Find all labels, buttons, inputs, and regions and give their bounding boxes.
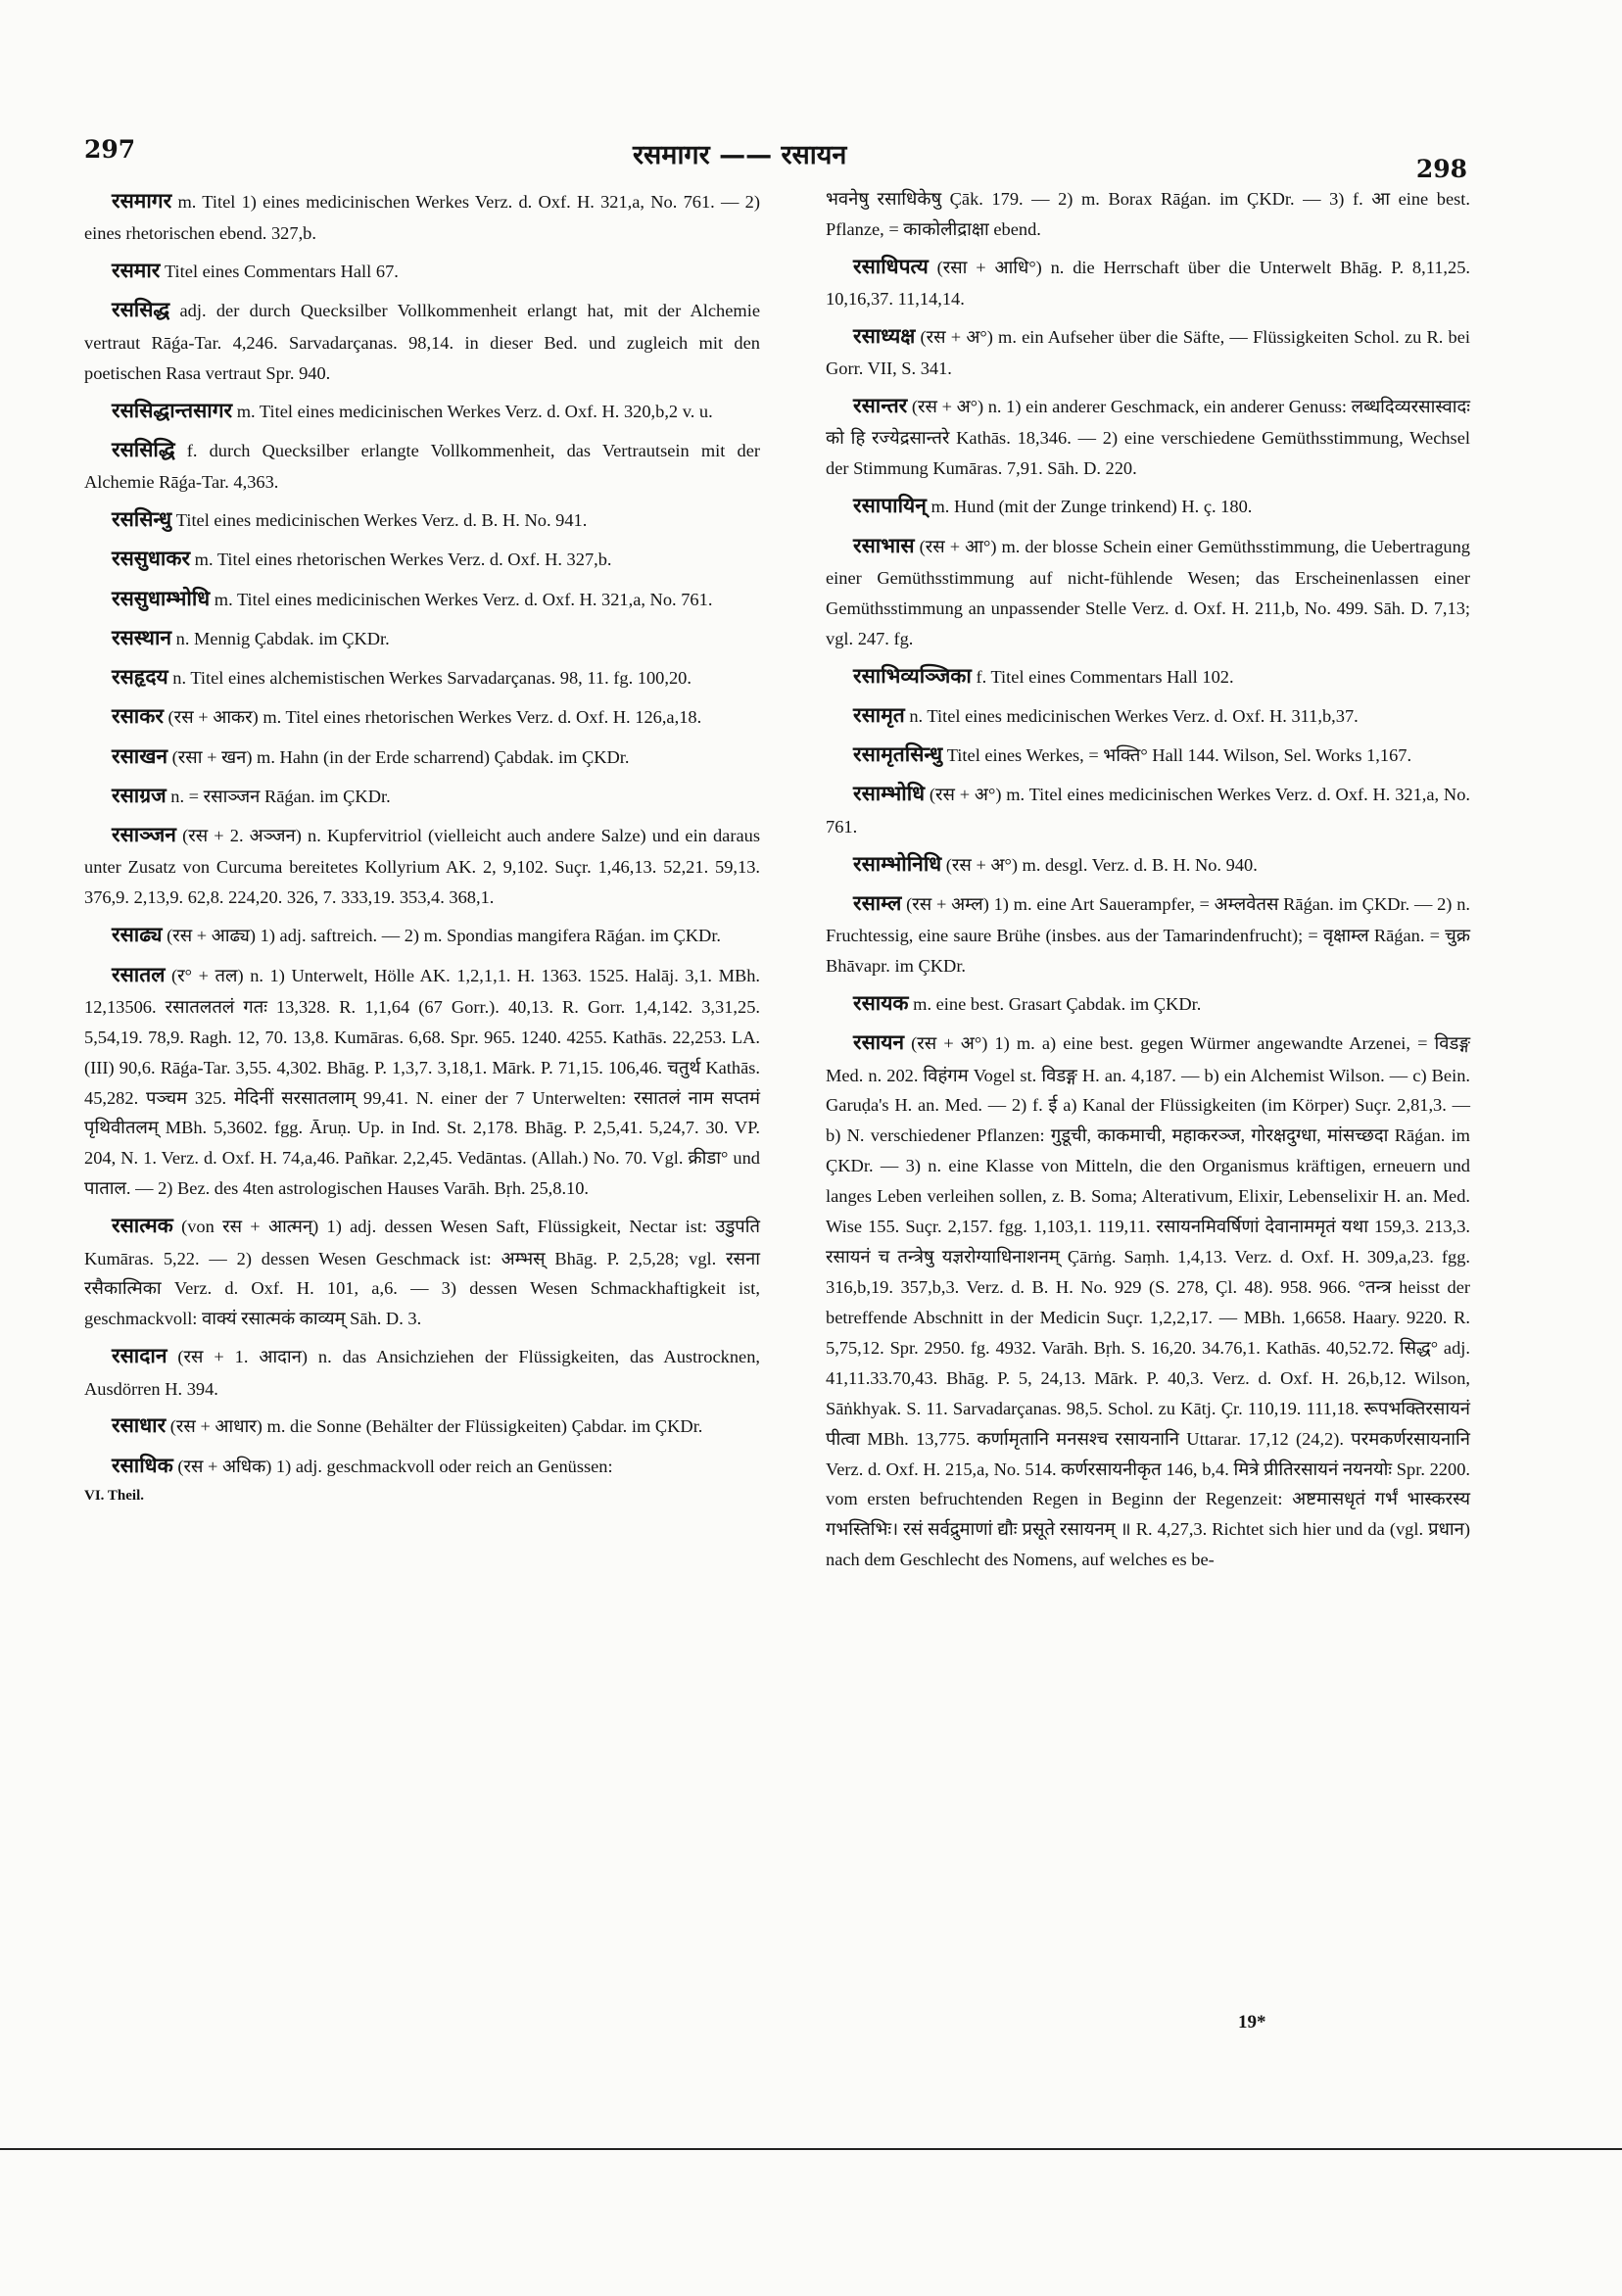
dictionary-entry (84, 1339, 760, 1404)
dictionary-entry (826, 489, 1470, 523)
entry-headword: रसाग्रज (112, 783, 167, 807)
dictionary-entry (826, 319, 1470, 384)
entry-headword: रससिद्धान्तसागर (112, 398, 233, 422)
dictionary-entry (84, 958, 760, 1205)
left-column (84, 184, 760, 1505)
entry-headword: रसमार (112, 259, 161, 283)
dictionary-entry (84, 621, 760, 655)
entry-headword: रसाखन (112, 743, 168, 768)
entry-text: n. Titel eines medicinischen Werkes Verz. d. Oxf. H. 311,b,37. (904, 705, 1359, 726)
dictionary-entry (84, 779, 760, 813)
entry-headword: रसापायिन् (853, 494, 927, 518)
entry-headword: रसहृदय (112, 665, 168, 690)
entry-headword: रसायन (853, 1030, 905, 1055)
dictionary-entry (826, 529, 1470, 654)
dictionary-entry (826, 738, 1470, 772)
entry-headword: रसाढ्य (112, 923, 163, 947)
entry-text: m. Hund (mit der Zunge trinkend) H. ç. 180. (926, 497, 1253, 517)
dictionary-entry (826, 1026, 1470, 1575)
entry-headword: रसाम्भोनिधि (853, 851, 942, 876)
dictionary-entry (84, 184, 760, 249)
dictionary-entry (84, 660, 760, 694)
dictionary-entry (84, 502, 760, 537)
dictionary-entry (84, 918, 760, 952)
dictionary-entry (84, 433, 760, 498)
bottom-rule (0, 2148, 1622, 2150)
signature-mark: 19* (1238, 2012, 1266, 2033)
dictionary-entry (826, 698, 1470, 733)
entry-headword: रसात्मक (112, 1214, 173, 1238)
entry-text: f. Titel eines Commentars Hall 102. (971, 666, 1234, 687)
entry-text: (रस + आढ्य) 1) adj. saftreich. — 2) m. Spondias mangifera Rāǵan. im ÇKDr. (162, 926, 722, 946)
entry-headword: रसाम्ल (853, 890, 902, 915)
entry-headword: रसादान (112, 1344, 167, 1368)
entry-text: (रस + अम्ल) 1) m. eine Art Sauerampfer, = अम्लवेतस Rāǵan. im ÇKDr. — 2) n. Fruchtessig, eine saure Brühe (insbes. aus der Tamarindenfrucht); = वृक्षाम्ल Rāǵan. = चुक्र Bhāvapr. im ÇKDr. (826, 893, 1470, 977)
entry-headword: रससिन्धु (112, 507, 172, 532)
entry-text: (रस + 2. अञ्जन) n. Kupfervitriol (vielleicht auch andere Salze) und ein daraus unter Zusatz von Curcuma bereitetes Kollyrium AK. 2, 9,102. Suçr. 1,46,13. 52,21. 59,13. 376,9. 2,13,9. 62,8. 224,20. 326, 7. 333,19. 353,4. 368,1. (84, 826, 760, 908)
entry-text: m. Titel eines medicinischen Werkes Verz. d. Oxf. H. 320,b,2 v. u. (232, 401, 713, 421)
dictionary-entry (84, 254, 760, 288)
page-number-right: 298 (1415, 155, 1467, 183)
entry-text: n. Titel eines alchemistischen Werkes Sarvadarçanas. 98, 11. fg. 100,20. (167, 668, 692, 689)
entry-headword: रसाधार (112, 1413, 167, 1438)
entry-text: Titel eines medicinischen Werkes Verz. d. B. H. No. 941. (171, 510, 588, 531)
entry-headword: रसामृतसिन्धु (853, 742, 943, 767)
entry-headword: रसाकर (112, 704, 164, 729)
dictionary-entry (84, 1409, 760, 1443)
page-number-left: 297 (84, 135, 136, 164)
entry-text: (रस + अ°) m. Titel eines medicinischen Werkes Verz. d. Oxf. H. 321,a, No. 761. (826, 785, 1470, 837)
entry-headword: रसामृत (853, 702, 905, 727)
dictionary-entry (826, 986, 1470, 1021)
entry-headword: रसाभिव्यञ्जिका (853, 663, 972, 688)
entry-text: m. eine best. Grasart Çabdak. im ÇKDr. (908, 993, 1202, 1014)
entry-text: (रस + अ°) n. 1) ein anderer Geschmack, ein anderer Genuss: लब्धदिव्यरसास्वादः को हि रज्येद्रसान्तरे Kathās. 18,346. — 2) eine verschiedene Gemüthsstimmung, Wechsel der Stimmung Kumāras. 7,91. Sāh. D. 220. (826, 397, 1470, 479)
dictionary-entry (826, 659, 1470, 694)
entry-text: Titel eines Werkes, = भक्ति° Hall 144. Wilson, Sel. Works 1,167. (942, 745, 1412, 766)
entry-headword: रसायक (853, 990, 909, 1015)
entry-text: (रस + आधार) m. die Sonne (Behälter der Flüssigkeiten) Çabdar. im ÇKDr. (166, 1416, 703, 1437)
entry-text: (रसा + आधि°) n. die Herrschaft über die Unterwelt Bhāg. P. 8,11,25. 10,16,37. 11,14,14. (826, 257, 1470, 310)
dictionary-entry (826, 389, 1470, 484)
dictionary-entry (84, 1209, 760, 1334)
entry-headword: रसाध्यक्ष (853, 324, 916, 349)
entry-text: adj. der durch Quecksilber Vollkommenheit erlangt hat, mit der Alchemie vertraut Rāǵa-Tar. 4,246. Sarvadarçanas. 98,14. in dieser Bed. und zugleich mit den poetischen Rasa vertraut Spr. 940. (84, 301, 760, 383)
entry-headword: रसान्तर (853, 394, 908, 418)
entry-headword: रसाञ्जन (112, 823, 176, 847)
entry-text: (von रस + आत्मन्) 1) adj. dessen Wesen Saft, Flüssigkeit, Nectar ist: उडुपति Kumāras. 5,22. — 2) dessen Wesen Geschmack ist: अम्भस् Bhāg. P. 2,5,28; vgl. रसना रसैकात्मिका Verz. d. Oxf. H. 101, a,6. — 3) dessen Wesen Schmackhaftigkeit ist, geschmackvoll: वाक्यं रसात्मकं काव्यम् Sāh. D. 3. (84, 1217, 760, 1329)
entry-headword: रससुधाकर (112, 547, 191, 571)
entry-text: (रस + अ°) m. ein Aufseher über die Säfte, — Flüssigkeiten Schol. zu R. bei Gorr. VII, S. 341. (826, 327, 1470, 379)
entry-headword: रससिद्ध (112, 298, 170, 322)
entry-headword: रसातल (112, 962, 166, 986)
right-column (826, 184, 1470, 1580)
entry-text: n. = रसाञ्जन Rāǵan. im ÇKDr. (166, 786, 391, 806)
entry-text: Titel eines Commentars Hall 67. (160, 262, 399, 282)
entry-text: (र° + तल) n. 1) Unterwelt, Hölle AK. 1,2,1,1. H. 1363. 1525. Halāj. 3,1. MBh. 12,13506. रसातलतलं गतः 13,328. R. 1,1,64 (67 Gorr.). 40,13. R. Gorr. 1,4,142. 3,31,25. 5,54,19. 78,9. Ragh. 12, 70. 13,8. Kumāras. 6,68. Spr. 965. 1240. 4255. Kathās. 22,253. LA. (III) 90,6. Rāǵa-Tar. 3,55. 4,302. Bhāg. P. 1,3,7. 3,18,1. Mārk. P. 71,15. 106,46. चतुर्थ Kathās. 45,282. पञ्चम 325. मेदिनीं सरसातलाम् 99,41. N. einer der 7 Unterwelten: रसातलं नाम सप्तमं पृथिवीतलम् MBh. 5,3602. fgg. Āruṇ. Up. in Ind. St. 2,178. Bhāg. P. 2,5,41. 5,24,7. 30. VP. 204, N. 1. Verz. d. Oxf. H. 74,a,46. Pañkar. 2,2,45. Vedāntas. (Allah.) No. 70. Vgl. क्रीडा° und पाताल. — 2) Bez. des 4ten astrologischen Hauses Varāh. Bṛh. 25,8.10. (84, 965, 760, 1199)
entry-headword: रसस्थान (112, 625, 172, 649)
entry-headword: रसाम्भोधि (853, 782, 926, 806)
running-title: रसमागर —— रसायन (633, 140, 847, 170)
entry-text: n. Mennig Çabdak. im ÇKDr. (171, 628, 390, 648)
entry-text: m. Titel eines rhetorischen Werkes Verz. d. Oxf. H. 327,b. (190, 550, 612, 570)
dictionary-entry (84, 582, 760, 616)
entry-headword: रससिद्धि (112, 437, 175, 461)
dictionary-entry (84, 818, 760, 913)
dictionary-entry (826, 847, 1470, 882)
entry-text: f. durch Quecksilber erlangte Vollkommenheit, das Vertrautsein mit der Alchemie Rāǵa-Tar. 4,363. (84, 440, 760, 493)
entry-text: (रस + अधिक) 1) adj. geschmackvoll oder reich an Genüssen: (172, 1456, 613, 1476)
entry-headword: रसाभास (853, 533, 915, 557)
volume-label: VI. Theil. (84, 1487, 144, 1504)
dictionary-entry (826, 250, 1470, 314)
entry-text: m. Titel eines medicinischen Werkes Verz. d. Oxf. H. 321,a, No. 761. (210, 589, 713, 609)
entry-text: भवनेषु रसाधिकेषु Çāk. 179. — 2) m. Borax Rāǵan. im ÇKDr. — 3) f. आ eine best. Pflanze, = काकोलीद्राक्षा ebend. (826, 189, 1470, 239)
entry-headword: रसाधिपत्य (853, 254, 929, 278)
entry-text: m. Titel 1) eines medicinischen Werkes Verz. d. Oxf. H. 321,a, No. 761. — 2) eines rhetorischen ebend. 327,b. (84, 192, 760, 244)
dictionary-entry (84, 542, 760, 576)
dictionary-entry (826, 886, 1470, 981)
dictionary-entry (84, 699, 760, 734)
dictionary-entry (84, 394, 760, 428)
entry-headword: रससुधाम्भोधि (112, 586, 211, 610)
entry-text: (रस + आ°) m. der blosse Schein einer Gemüthsstimmung, die Uebertragung einer Gemüthsstimmung auf nicht-fühlende Wesen; das Erscheinenlassen einer Gemüthsstimmung an unpassender Stelle Verz. d. Oxf. H. 211,b, No. 499. Sāh. D. 7,13; vgl. 247. fg. (826, 536, 1470, 648)
page-header (84, 135, 1467, 182)
dictionary-entry (826, 777, 1470, 841)
entry-text: (रस + आकर) m. Titel eines rhetorischen Werkes Verz. d. Oxf. H. 126,a,18. (163, 707, 702, 728)
dictionary-entry (826, 184, 1470, 245)
entry-text: (रस + अ°) 1) m. a) eine best. gegen Würmer angewandte Arzenei, = विडङ्ग Med. n. 202. विहंगम Vogel st. विडङ्ग H. an. 4,187. — b) ein Alchemist Wilson. — c) Bein. Garuḍa's H. an. Med. — 2) f. ई a) Kanal der Flüssigkeiten (im Körper) Suçr. 2,81,3. — b) N. verschiedener Pflanzen: गुडूची, काकमाची, महाकरञ्ज, गोरक्षदुग्धा, मांसच्छदा Rāǵan. im ÇKDr. — 3) n. eine Klasse von Mitteln, die den Organismus kräftigen, erneuern und langes Leben verleihen sollen, z. B. Soma; Alterativum, Elixir, Lebenselixir H. an. Med. Wise 155. Suçr. 2,157. fgg. 1,103,1. 119,11. रसायनमिवर्षिणां देवानाममृतं यथा 159,3. 213,3. रसायनं च तन्त्रेषु यज्ञरोग्याधिनाशनम् Çārṅg. Saṃh. 1,4,13. Verz. d. Oxf. H. 309,a,23. fgg. 316,b,19. 357,b,3. Verz. d. B. H. No. 929 (S. 278, Çl. 48). 958. 966. °तन्त्र heisst der betreffende Abschnitt in der Medicin Suçr. 1,2,2,17. — MBh. 1,6658. Haary. 9220. R. 5,75,12. Spr. 2950. fg. 4932. Varāh. Bṛh. S. 16,20. 34.76,1. Kathās. 40,52.72. सिद्ध° adj. 41,11.33.70,43. Bhāg. P. 5, 24,13. Mārk. P. 40,3. Verz. d. Oxf. H. 26,b,12. Wilson, Sāṅkhyak. S. 11. Sarvadarçanas. 98,5. Schol. zu Kātj. Çr. 110,19. 111,18. रूपभक्तिरसायनं पीत्वा MBh. 13,775. कर्णामृतानि मनसश्च रसायनानि Uttarar. 17,12 (24,2). परमकर्णरसायनानि Verz. d. Oxf. H. 215,a, No. 514. कर्णरसायनीकृत 146, b,4. मित्रे प्रीतिरसायनं नयनयोः Spr. 2200. vom ersten befruchtenden Regen in Beginn der Regenzeit: अष्टमासधृतं गर्भं भास्करस्य गभस्तिभिः। रसं सर्वद्रुमाणां द्यौः प्रसूते रसायनम् ॥ R. 4,27,3. Richtet sich hier und da (vgl. प्रधान) nach dem Geschlecht des Nomens, auf welches es be- (826, 1033, 1470, 1570)
entry-headword: रसाधिक (112, 1453, 173, 1477)
dictionary-entry (84, 293, 760, 388)
entry-text: (रसा + खन) m. Hahn (in der Erde scharrend) Çabdak. im ÇKDr. (167, 746, 630, 767)
entry-text: (रस + 1. आदान) n. das Ansichziehen der Flüssigkeiten, das Austrocknen, Ausdörren H. 394. (84, 1347, 760, 1399)
entry-text: (रस + अ°) m. desgl. Verz. d. B. H. No. 940. (941, 854, 1258, 875)
entry-headword: रसमागर (112, 189, 172, 213)
dictionary-entry (84, 740, 760, 774)
dictionary-entry (84, 1449, 760, 1483)
